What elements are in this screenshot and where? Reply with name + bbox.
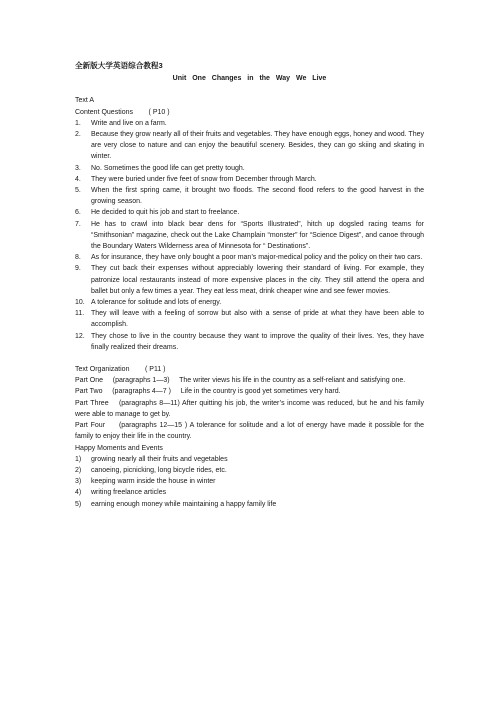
list-item: 9. They cut back their expenses without appreciably lowering their standard of living. For example, they patronize local restaurants instead of more expensive places in the city. They still attend the opera and ballet but only a few times a year. They eat less meat, drink cheaper wine and see fewer movies. xyxy=(75,265,424,295)
text-organization-heading: Text Organization ( P11 ) xyxy=(75,366,166,374)
unit-subtitle: Unit One Changes in the Way We Live xyxy=(172,75,327,83)
list-item: 7. He has to crawl into black bear dens for “Sports Illustrated”, hitch up dogsled racing teams for “Smithsonian” magazine, check out the Lake Champlain “monster” for “Science Digest”, and canoe through the Boundary Waters Wilderness area of Minnesota for “ Destinations”. xyxy=(75,220,424,251)
document-page xyxy=(75,60,424,510)
list-item: 2. Because they grow nearly all of their fruits and vegetables. They have enough eggs, honey and wood. They are very close to nature and can enjoy the beautiful scenery. Besides, they can go skiing and skating in winter. xyxy=(75,131,424,161)
list-item: 10. A tolerance for solitude and lots of energy. xyxy=(75,299,222,307)
list-item: 5. When the first spring came, it brought two floods. The second flood refers to the good harvest in the growing season. xyxy=(75,187,424,206)
list-item: 5) earning enough money while maintaining a happy family life xyxy=(75,500,277,508)
list-item: Part Three (paragraphs 8—11) After quitting his job, the writer’s income was reduced, but he and his family were able to manage to get by. xyxy=(75,399,426,418)
list-item: 12. They chose to live in the country because they want to improve the quality of their lives. Yes, they have finally realized their dreams. xyxy=(75,332,424,351)
list-item: 8. As for insurance, they have only bought a poor man’s major-medical policy and the policy on their two cars. xyxy=(75,254,423,262)
happy-moments-heading: Happy Moments and Events xyxy=(75,444,163,452)
list-item: Part One (paragraphs 1—3) The writer views his life in the country as a self-reliant and satisfying one. xyxy=(75,377,406,385)
list-item: 4) writing freelance articles xyxy=(75,489,167,497)
list-item: 2) canoeing, picnicking, long bicycle rides, etc. xyxy=(75,466,227,474)
content-questions-heading: Content Questions ( P10 ) xyxy=(75,108,170,116)
list-item: 1) growing nearly all their fruits and vegetables xyxy=(75,455,228,463)
document-title: 全新版大学英语综合教程3 xyxy=(75,61,163,70)
happy-moments-list xyxy=(75,454,424,510)
list-item: Part Four (paragraphs 12—15 ) A tolerance for solitude and a lot of energy have made it possible for the family to enjoy their life in the country. xyxy=(75,422,426,441)
list-item: 6. He decided to quit his job and start to freelance. xyxy=(75,209,240,217)
content-questions-list xyxy=(75,118,424,353)
list-item: 3. No. Sometimes the good life can get pretty tough. xyxy=(75,164,245,172)
list-item: 4. They were buried under five feet of snow from December through March. xyxy=(75,175,317,183)
list-item: Part Two (paragraphs 4—7 ) Life in the country is good yet sometimes very hard. xyxy=(75,388,341,396)
text-label: Text A xyxy=(75,97,95,105)
text-organization-list xyxy=(75,375,424,442)
list-item: 1. Write and live on a farm. xyxy=(75,119,167,127)
list-item: 3) keeping warm inside the house in winter xyxy=(75,478,216,486)
list-item: 11. They will leave with a feeling of sorrow but also with a sense of pride at what they have been able to accomplish. xyxy=(75,310,424,329)
